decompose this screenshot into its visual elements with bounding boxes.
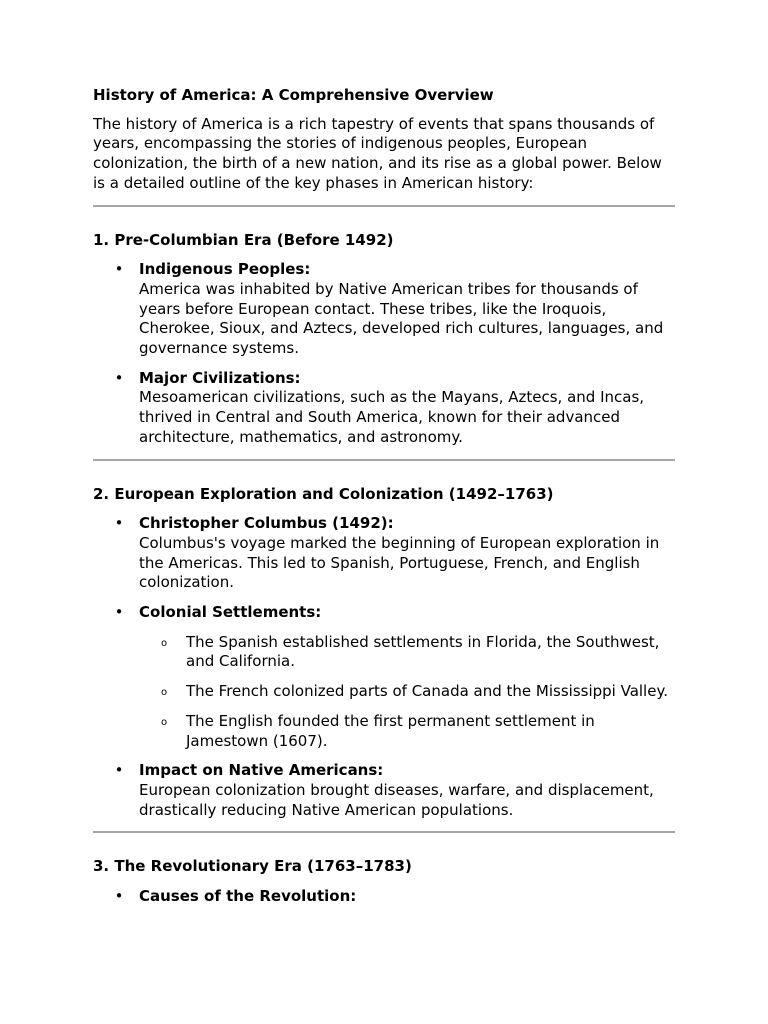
sub-item-text: The English founded the first permanent settlement in Jamestown (1607). bbox=[186, 711, 595, 750]
bullet-icon: • bbox=[114, 368, 124, 387]
sub-list-item bbox=[139, 682, 675, 702]
section-divider bbox=[93, 831, 675, 833]
sub-item-text: The Spanish established settlements in Florida, the Southwest, and California. bbox=[186, 632, 660, 671]
item-title: Impact on Native Americans: bbox=[139, 761, 384, 780]
item-title: Causes of the Revolution: bbox=[139, 887, 357, 906]
sub-bullet-list bbox=[139, 633, 675, 752]
circle-bullet-icon: o bbox=[161, 637, 168, 649]
item-body: America was inhabited by Native American tribes for thousands of years before European contact. These tribes, like the Iroquois, Cherokee, Sioux, and Aztecs, developed rich cultures, languages, and governance systems. bbox=[139, 279, 664, 358]
item-title: Colonial Settlements: bbox=[139, 603, 322, 622]
sub-list-item bbox=[139, 712, 675, 751]
bullet-icon: • bbox=[114, 260, 124, 279]
bullet-icon: • bbox=[114, 603, 124, 622]
bullet-list bbox=[93, 887, 675, 907]
section-divider bbox=[93, 459, 675, 461]
list-item bbox=[93, 761, 675, 820]
item-body: Mesoamerican civilizations, such as the Mayans, Aztecs, and Incas, thrived in Central and South America, known for their advanced architecture, mathematics, and astronomy. bbox=[139, 388, 645, 446]
item-title: Major Civilizations: bbox=[139, 368, 301, 387]
sub-list-item bbox=[139, 633, 675, 672]
list-item bbox=[93, 369, 675, 448]
section-divider bbox=[93, 205, 675, 207]
item-title: Indigenous Peoples: bbox=[139, 260, 311, 279]
section-heading-pre-columbian: 1. Pre-Columbian Era (Before 1492) bbox=[93, 230, 394, 249]
list-item bbox=[93, 887, 675, 907]
bullet-list bbox=[93, 260, 675, 447]
bullet-icon: • bbox=[114, 761, 124, 780]
bullet-icon: • bbox=[114, 514, 124, 533]
item-body: European colonization brought diseases, warfare, and displacement, drastically reducing Native American populations. bbox=[139, 780, 654, 819]
circle-bullet-icon: o bbox=[161, 687, 168, 699]
intro-paragraph: The history of America is a rich tapestry of events that spans thousands of years, encompassing the stories of indigenous peoples, European colonization, the birth of a new nation, and its rise as a global power. Below is a detailed outline of the key phases in American history: bbox=[93, 114, 662, 192]
circle-bullet-icon: o bbox=[161, 716, 168, 728]
item-body: Columbus's voyage marked the beginning of European exploration in the Americas. This led to Spanish, Portuguese, French, and English colonization. bbox=[139, 533, 660, 592]
section-heading-european-exploration: 2. European Exploration and Colonization (1492–1763) bbox=[93, 484, 554, 503]
bullet-icon: • bbox=[114, 887, 124, 906]
list-item bbox=[93, 514, 675, 593]
list-item bbox=[93, 603, 675, 751]
sub-item-text: The French colonized parts of Canada and the Mississippi Valley. bbox=[186, 682, 668, 701]
list-item bbox=[93, 260, 675, 359]
bullet-list bbox=[93, 514, 675, 820]
section-heading-revolutionary-era: 3. The Revolutionary Era (1763–1783) bbox=[93, 857, 412, 876]
document-page bbox=[93, 86, 675, 907]
item-title: Christopher Columbus (1492): bbox=[139, 514, 394, 533]
document-title: History of America: A Comprehensive Overview bbox=[93, 86, 494, 104]
